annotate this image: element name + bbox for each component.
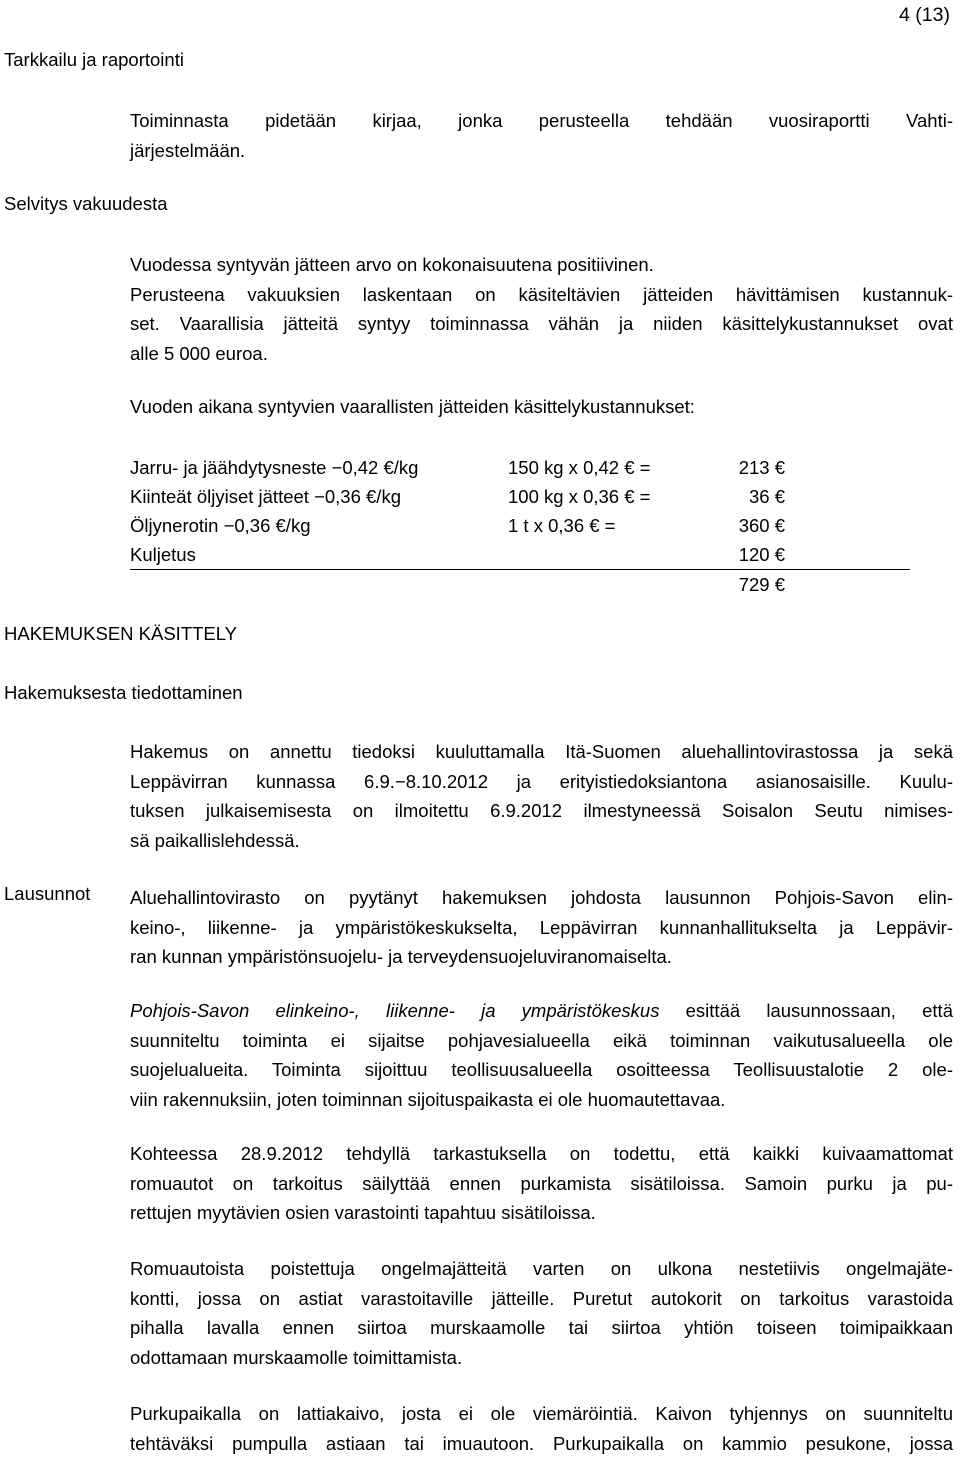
cost-sum: 120 € [708, 540, 785, 570]
cost-intro: Vuoden aikana syntyvien vaarallisten jätteiden käsittelykustannukset: [130, 396, 695, 418]
text-line: set. Vaarallisia jätteitä syntyy toiminnassa vähän ja niiden käsittelykustannukset ovat [130, 309, 953, 339]
statements-paragraph-1 [130, 883, 953, 972]
cost-sum: 36 € [708, 482, 785, 511]
text-line: suojelualueita. Toiminta sijoittuu teollisuusalueella osoitteessa Teollisuustalotie 2 ole- [130, 1055, 953, 1085]
cost-total-row [130, 570, 910, 600]
statements-paragraph-4 [130, 1254, 953, 1372]
cost-table [130, 453, 910, 599]
cost-row [130, 453, 910, 482]
text-line: viin rakennuksiin, joten toiminnan sijoituspaikasta ei ole huomautettavaa. [130, 1085, 953, 1115]
cost-calculation: 150 kg x 0,42 € = [508, 453, 708, 482]
text-line: järjestelmään. [130, 136, 953, 166]
text-line: tuksen julkaisemisesta on ilmoitettu 6.9.2012 ilmestyneessä Soisalon Seutu nimises- [130, 796, 953, 826]
text-line: pihalla lavalla ennen siirtoa murskaamolle tai siirtoa yhtiön toiseen toimipaikkaan [130, 1313, 953, 1343]
cost-sum: 213 € [708, 453, 785, 482]
cost-spacer [785, 511, 910, 540]
text-line: suunniteltu toiminta ei sijaitse pohjavesialueella eikä toiminnan vaikutusalueella ole [130, 1026, 953, 1056]
text-line: Hakemus on annettu tiedoksi kuuluttamalla Itä-Suomen aluehallintovirastossa ja sekä [130, 737, 953, 767]
monitoring-paragraph [130, 106, 953, 165]
text-line: tehtäväksi pumpulla astiaan tai imuautoon. Purkupaikalla on kammio pesukone, jossa [130, 1429, 953, 1458]
cost-item: Kiinteät öljyiset jätteet −0,36 €/kg [130, 482, 508, 511]
cost-item: Jarru- ja jäähdytysneste −0,42 €/kg [130, 453, 508, 482]
text-line: Purkupaikalla on lattiakaivo, josta ei ole viemäröintiä. Kaivon tyhjennys on suunniteltu [130, 1399, 953, 1429]
section-heading-security: Selvitys vakuudesta [4, 193, 168, 215]
cost-spacer [785, 540, 910, 570]
text-line: rettujen myytävien osien varastointi tapahtuu sisätiloissa. [130, 1198, 953, 1228]
statements-paragraph-2 [130, 996, 953, 1114]
section-heading-notification: Hakemuksesta tiedottaminen [4, 682, 243, 704]
text-line: ran kunnan ympäristönsuojelu- ja terveydensuojeluviranomaiselta. [130, 942, 953, 972]
cost-item: Kuljetus [130, 540, 508, 570]
cost-calculation [508, 540, 708, 570]
cost-row [130, 511, 910, 540]
text-line: Leppävirran kunnassa 6.9.−8.10.2012 ja erityistiedoksiantona asianosaisille. Kuulu- [130, 767, 953, 797]
text-line: odottamaan murskaamolle toimittamista. [130, 1343, 953, 1373]
cost-spacer [785, 453, 910, 482]
cost-calculation: 1 t x 0,36 € = [508, 511, 708, 540]
section-heading-statements: Lausunnot [4, 883, 90, 905]
section-heading-monitoring: Tarkkailu ja raportointi [4, 49, 184, 71]
cost-row [130, 540, 910, 570]
text-line: keino-, liikenne- ja ympäristökeskukselta, Leppävirran kunnanhallitukselta ja Leppävir- [130, 913, 953, 943]
text-line: Romuautoista poistettuja ongelmajätteitä varten on ulkona nestetiivis ongelmajäte- [130, 1254, 953, 1284]
text-line: Toiminnasta pidetään kirjaa, jonka perusteella tehdään vuosiraportti Vahti- [130, 106, 953, 136]
cost-spacer [508, 570, 708, 600]
cost-total: 729 € [708, 570, 785, 600]
page-number: 4 (13) [899, 4, 950, 27]
statements-paragraph-3 [130, 1139, 953, 1228]
text-line: alle 5 000 euroa. [130, 339, 953, 369]
notification-paragraph [130, 737, 953, 855]
text-fragment: esittää lausunnossaan, että [659, 1000, 953, 1021]
cost-row [130, 482, 910, 511]
authority-name: Pohjois-Savon elinkeino-, liikenne- ja ympäristökeskus [130, 1000, 659, 1021]
cost-spacer [130, 570, 508, 600]
cost-sum: 360 € [708, 511, 785, 540]
cost-spacer [785, 482, 910, 511]
cost-spacer [785, 570, 910, 600]
text-line: Perusteena vakuuksien laskentaan on käsiteltävien jätteiden hävittämisen kustannuk- [130, 280, 953, 310]
section-heading-processing: HAKEMUKSEN KÄSITTELY [4, 623, 237, 645]
text-line: Vuodessa syntyvän jätteen arvo on kokonaisuutena positiivinen. [130, 250, 953, 280]
cost-calculation: 100 kg x 0,36 € = [508, 482, 708, 511]
statements-paragraph-5 [130, 1399, 953, 1458]
security-paragraph [130, 250, 953, 368]
cost-item: Öljynerotin −0,36 €/kg [130, 511, 508, 540]
text-line: kontti, jossa on astiat varastoitaville jätteille. Puretut autokorit on tarkoitus varastoida [130, 1284, 953, 1314]
text-line: Kohteessa 28.9.2012 tehdyllä tarkastuksella on todettu, että kaikki kuivaamattomat [130, 1139, 953, 1169]
text-line [130, 996, 953, 1026]
text-line: Aluehallintovirasto on pyytänyt hakemuksen johdosta lausunnon Pohjois-Savon elin- [130, 883, 953, 913]
text-line: sä paikallislehdessä. [130, 826, 953, 856]
text-line: romuautot on tarkoitus säilyttää ennen purkamista sisätiloissa. Samoin purku ja pu- [130, 1169, 953, 1199]
